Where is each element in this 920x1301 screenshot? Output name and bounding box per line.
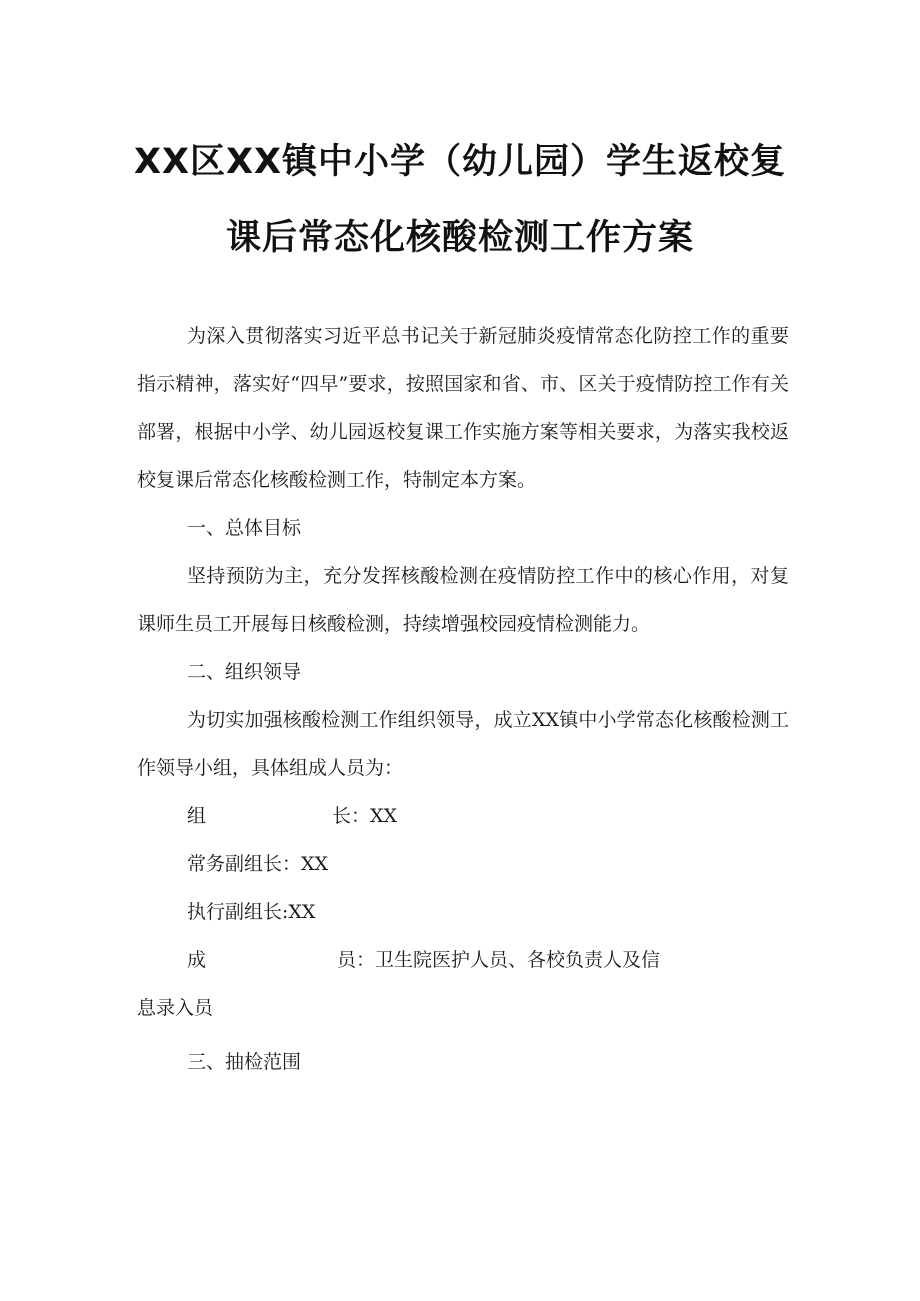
deputy-run-text: 执行副组长:XX bbox=[187, 901, 316, 923]
deputy-run-row bbox=[137, 888, 789, 936]
document-title-line2: 课后常态化核酸检测工作方案 bbox=[225, 218, 694, 258]
member-row bbox=[137, 936, 789, 984]
member-continuation: 息录入员 bbox=[137, 997, 214, 1019]
intro-paragraph: 为深入贯彻落实习近平总书记关于新冠肺炎疫情常态化防控工作的重要指示精神，落实好“四早”要求，按照国家和省、市、区关于疫情防控工作有关部署，根据中小学、幼儿园返校复课工作实施方案等相关要求，为落实我校返校复课后常态化核酸检测工作，特制定本方案。 bbox=[137, 325, 789, 491]
deputy-exec-row bbox=[137, 840, 789, 888]
section1-heading: 一、总体目标 bbox=[187, 517, 302, 539]
leader-label-char: 组 bbox=[187, 805, 207, 827]
section1-paragraph: 坚持预防为主，充分发挥核酸检测在疫情防控工作中的核心作用，对复课师生员工开展每日核酸检测，持续增强校园疫情检测能力。 bbox=[137, 565, 789, 635]
member-label-char: 成 bbox=[187, 949, 207, 971]
section3-heading: 三、抽检范围 bbox=[187, 1051, 302, 1073]
document-body bbox=[137, 312, 789, 1086]
leader-label-value: 长：XX bbox=[332, 805, 398, 827]
deputy-exec-text: 常务副组长：XX bbox=[187, 853, 329, 875]
section2-paragraph: 为切实加强核酸检测工作组织领导，成立XX镇中小学常态化核酸检测工作领导小组，具体组成人员为： bbox=[137, 709, 789, 779]
member-label-value: 员：卫生院医护人员、各校负责人及信 bbox=[337, 949, 661, 971]
section2-heading: 二、组织领导 bbox=[187, 661, 302, 683]
leader-row bbox=[137, 792, 789, 840]
document-title-line1: XX区XX镇中小学（幼儿园）学生返校复 bbox=[134, 142, 786, 182]
